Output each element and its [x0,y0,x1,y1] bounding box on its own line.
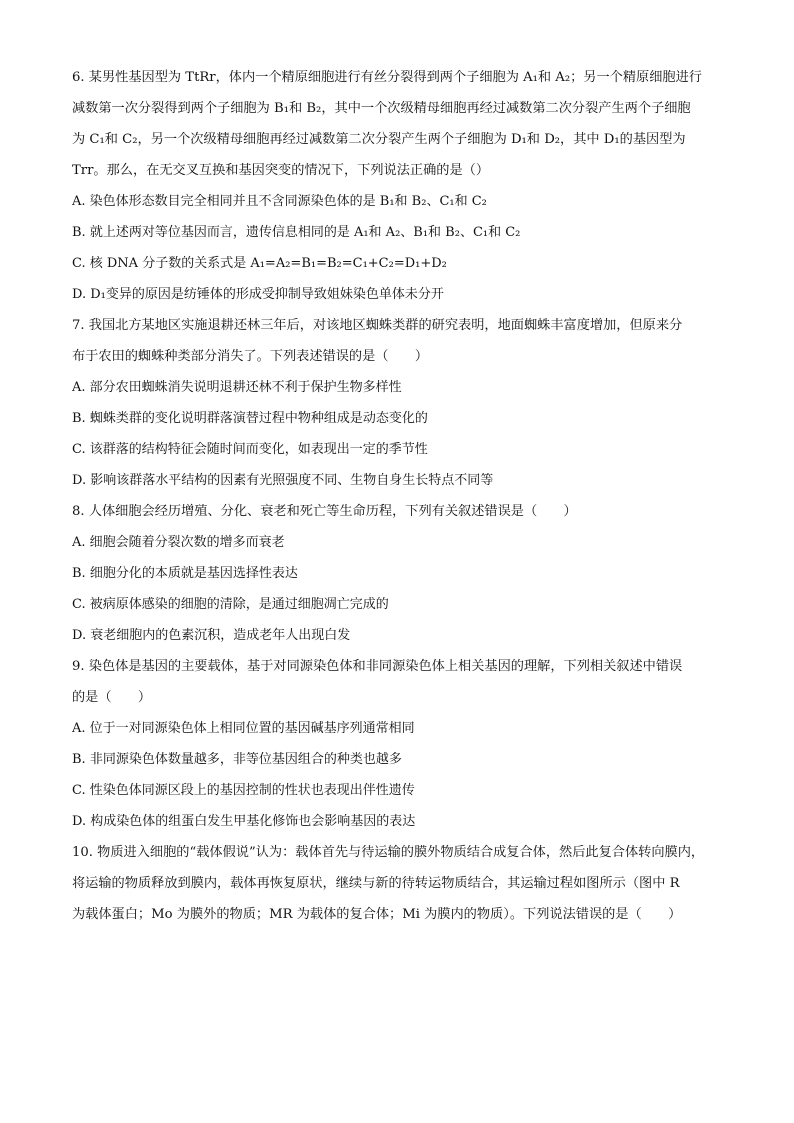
question-stem-line: 6. 某男性基因型为 TtRr，体内一个精原细胞进行有丝分裂得到两个子细胞为 A₁和 A₂；另一个精原细胞进行 [72,70,702,85]
option-b: B. 非同源染色体数量越多，非等位基因组合的种类也越多 [72,752,402,767]
option-c: C. 性染色体同源区段上的基因控制的性状也表现出伴性遗传 [72,783,415,798]
question-stem-line: Trr。那么，在无交叉互换和基因突变的情况下，下列说法正确的是（） [72,163,490,178]
question-stem-line: 为载体蛋白；Mo 为膜外的物质；MR 为载体的复合体；Mi 为膜内的物质）。下列说法错误的是（ ） [72,907,682,922]
question-stem-line: 10. 物质进入细胞的“载体假说”认为：载体首先与待运输的膜外物质结合成复合体，然后此复合体转向膜内， [72,845,705,860]
option-d: D. 构成染色体的组蛋白发生甲基化修饰也会影响基因的表达 [72,814,416,829]
option-d: D. 影响该群落水平结构的因素有光照强度不同、生物自身生长特点不同等 [72,473,494,488]
option-b: B. 细胞分化的本质就是基因选择性表达 [72,566,298,581]
question-8 [72,496,724,651]
question-stem-line: 布于农田的蜘蛛种类部分消失了。下列表述错误的是（ ） [72,349,429,364]
option-c: C. 该群落的结构特征会随时间而变化，如表现出一定的季节性 [72,442,428,457]
question-9 [72,651,724,837]
question-stem-line: 的是（ ） [72,690,152,705]
question-stem-line: 为 C₁和 C₂，另一个次级精母细胞再经过减数第二次分裂产生两个子细胞为 D₁和 D₂，其中 D₁的基因型为 [72,132,686,147]
question-6 [72,62,724,310]
option-a: A. 染色体形态数目完全相同并且不含同源染色体的是 B₁和 B₂、C₁和 C₂ [72,194,487,209]
option-a: A. 位于一对同源染色体上相同位置的基因碱基序列通常相同 [72,721,415,736]
question-stem-line: 减数第一次分裂得到两个子细胞为 B₁和 B₂，其中一个次级精母细胞再经过减数第二次分裂产生两个子细胞 [72,101,691,116]
question-10 [72,837,724,930]
question-stem-line: 将运输的物质释放到膜内，载体再恢复原状，继续与新的待转运物质结合，其运输过程如图所示（图中 R [72,876,680,891]
option-c: C. 核 DNA 分子数的关系式是 A₁=A₂=B₁=B₂=C₁+C₂=D₁+D₂ [72,256,447,271]
option-a: A. 部分农田蜘蛛消失说明退耕还林不利于保护生物多样性 [72,380,402,395]
option-d: D. 衰老细胞内的色素沉积，造成老年人出现白发 [72,628,351,643]
question-stem-line: 9. 染色体是基因的主要载体，基于对同源染色体和非同源染色体上相关基因的理解，下列相关叙述中错误 [72,659,683,674]
option-b: B. 就上述两对等位基因而言，遗传信息相同的是 A₁和 A₂、B₁和 B₂、C₁和 C₂ [72,225,521,240]
question-7 [72,310,724,496]
question-stem-line: 7. 我国北方某地区实施退耕还林三年后，对该地区蜘蛛类群的研究表明，地面蜘蛛丰富度增加，但原来分 [72,318,683,333]
exam-page [72,62,724,930]
option-d: D. D₁变异的原因是纺锤体的形成受抑制导致姐妹染色单体未分开 [72,287,444,302]
question-stem-line: 8. 人体细胞会经历增殖、分化、衰老和死亡等生命历程，下列有关叙述错误是（ ） [72,504,577,519]
option-a: A. 细胞会随着分裂次数的增多而衰老 [72,535,285,550]
option-b: B. 蜘蛛类群的变化说明群落演替过程中物种组成是动态变化的 [72,411,428,426]
option-c: C. 被病原体感染的细胞的清除，是通过细胞凋亡完成的 [72,597,389,612]
